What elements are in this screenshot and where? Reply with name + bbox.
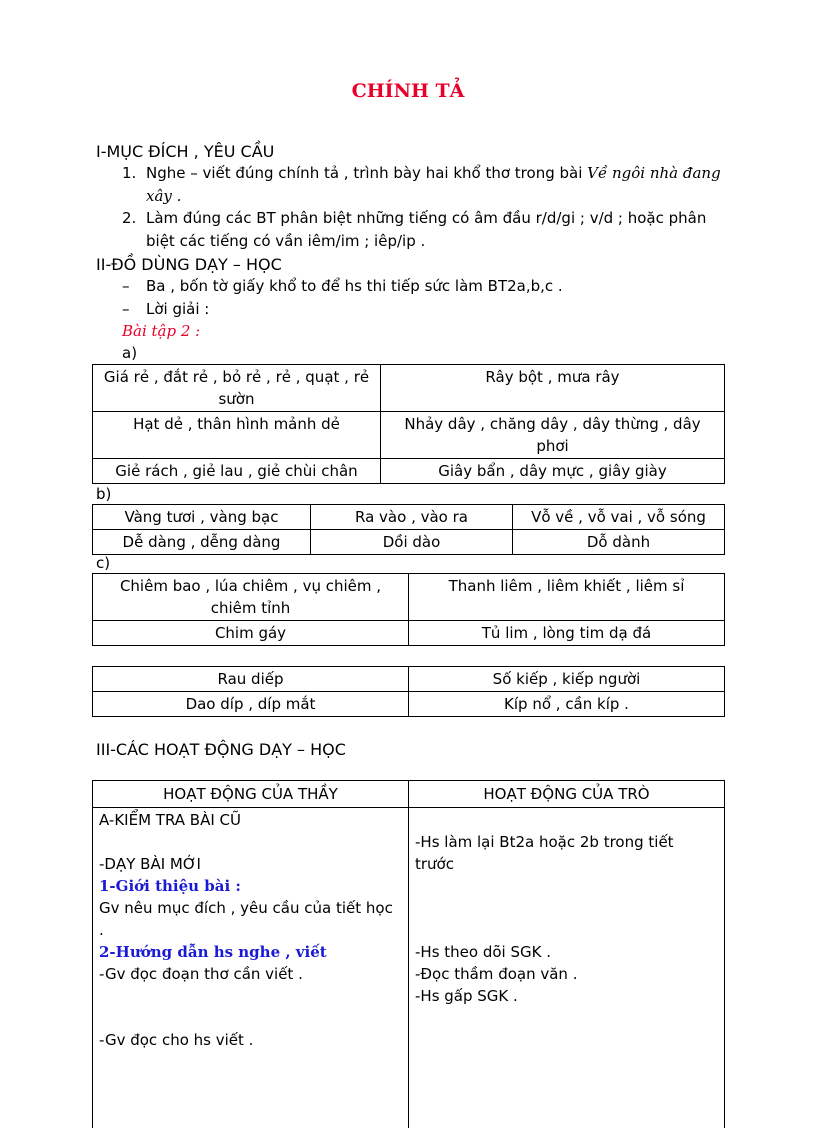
student-redo-line1: -Hs làm lại Bt2a hoặc 2b trong tiết bbox=[415, 833, 674, 851]
table-cell: Vàng tươi , vàng bạc bbox=[93, 505, 311, 530]
objective-2-line1: Làm đúng các BT phân biệt những tiếng có âm đầu r/d/gi ; v/d ; hoặc phân bbox=[146, 209, 707, 227]
exercise-label: Bài tập 2 : bbox=[122, 322, 201, 340]
table-row bbox=[93, 621, 725, 646]
teacher-read: -Gv đọc đoạn thơ cần viết . bbox=[99, 965, 303, 983]
table-cell: Vỗ về , vỗ vai , vỗ sóng bbox=[513, 505, 725, 530]
table-cell: Rây bột , mưa rây bbox=[381, 365, 725, 412]
table-cell: Hạt dẻ , thân hình mảnh dẻ bbox=[93, 412, 381, 459]
label-c: c) bbox=[96, 554, 111, 572]
table-cell: Dồi dào bbox=[311, 530, 513, 555]
bullet-2: Lời giải : bbox=[146, 300, 210, 318]
table-row bbox=[93, 459, 725, 484]
student-close-book: -Hs gấp SGK . bbox=[415, 987, 518, 1005]
table-row bbox=[93, 808, 725, 1128]
table-cell: Thanh liêm , liêm khiết , liêm sỉ bbox=[409, 574, 725, 621]
table-cell: Giẻ rách , giẻ lau , giẻ chùi chân bbox=[93, 459, 381, 484]
table-row bbox=[93, 505, 725, 530]
section-1-heading: I-MỤC ĐÍCH , YÊU CẦU bbox=[96, 142, 275, 161]
table-cell: Nhảy dây , chăng dây , dây thừng , dây phơi bbox=[381, 412, 725, 459]
student-read-silent: -Đọc thầm đoạn văn . bbox=[415, 965, 578, 983]
bullet-dash: – bbox=[122, 300, 130, 318]
table-b bbox=[92, 504, 725, 555]
objective-1-number: 1. bbox=[122, 164, 137, 182]
table-cell: Số kiếp , kiếp người bbox=[409, 667, 725, 692]
column-header-teacher: HOẠT ĐỘNG CỦA THẦY bbox=[93, 781, 409, 808]
table-cell: Giây bẩn , dây mực , giây giày bbox=[381, 459, 725, 484]
table-row bbox=[93, 574, 725, 621]
table-row bbox=[93, 412, 725, 459]
teacher-dictate: -Gv đọc cho hs viết . bbox=[99, 1031, 254, 1049]
table-cell: Tủ lim , lòng tim dạ đá bbox=[409, 621, 725, 646]
section-2-heading: II-ĐỒ DÙNG DẠY – HỌC bbox=[96, 255, 282, 274]
table-c2 bbox=[92, 666, 725, 717]
bullet-dash: – bbox=[122, 277, 130, 295]
table-cell: Dao díp , díp mắt bbox=[93, 692, 409, 717]
table-cell: Dỗ dành bbox=[513, 530, 725, 555]
student-redo-line2: trước bbox=[415, 855, 454, 873]
student-follow: -Hs theo dõi SGK . bbox=[415, 943, 551, 961]
activities-table bbox=[92, 780, 725, 1128]
teacher-activities bbox=[93, 808, 409, 1128]
table-row bbox=[93, 667, 725, 692]
table-header-row bbox=[93, 781, 725, 808]
poem-title: Về ngôi nhà đang bbox=[587, 164, 721, 182]
intro-text: Gv nêu mục đích , yêu cầu của tiết học . bbox=[99, 899, 393, 939]
objective-1-line2: xây . bbox=[146, 187, 182, 205]
table-cell: Rau diếp bbox=[93, 667, 409, 692]
table-a bbox=[92, 364, 725, 484]
guide-heading: 2-Hướng dẫn hs nghe , viết bbox=[99, 943, 327, 961]
objective-2-number: 2. bbox=[122, 209, 137, 227]
intro-heading: 1-Giới thiệu bài : bbox=[99, 877, 241, 895]
bullet-1: Ba , bốn tờ giấy khổ to để hs thi tiếp sức làm BT2a,b,c . bbox=[146, 277, 563, 295]
table-cell: Ra vào , vào ra bbox=[311, 505, 513, 530]
new-lesson: -DẠY BÀI MỚI bbox=[99, 855, 201, 873]
objective-2-line2: biệt các tiếng có vần iêm/im ; iêp/ip . bbox=[146, 232, 426, 250]
table-row bbox=[93, 692, 725, 717]
label-a: a) bbox=[122, 344, 138, 362]
table-cell: Dễ dàng , dễng dàng bbox=[93, 530, 311, 555]
check-old-lesson: A-KIỂM TRA BÀI CŨ bbox=[99, 811, 241, 829]
page-title: CHÍNH TẢ bbox=[351, 80, 465, 102]
table-cell: Giá rẻ , đắt rẻ , bỏ rẻ , rẻ , quạt , rẻ sườn bbox=[93, 365, 381, 412]
label-b: b) bbox=[96, 485, 112, 503]
column-header-student: HOẠT ĐỘNG CỦA TRÒ bbox=[409, 781, 725, 808]
section-3-heading: III-CÁC HOẠT ĐỘNG DẠY – HỌC bbox=[96, 740, 346, 759]
table-cell: Kíp nổ , cần kíp . bbox=[409, 692, 725, 717]
table-row bbox=[93, 365, 725, 412]
table-row bbox=[93, 530, 725, 555]
table-cell: Chim gáy bbox=[93, 621, 409, 646]
table-cell: Chiêm bao , lúa chiêm , vụ chiêm , chiêm tỉnh bbox=[93, 574, 409, 621]
table-c1 bbox=[92, 573, 725, 646]
objective-1-line1: Nghe – viết đúng chính tả , trình bày hai khổ thơ trong bài Về ngôi nhà đang bbox=[146, 164, 721, 182]
student-activities bbox=[409, 808, 725, 1128]
